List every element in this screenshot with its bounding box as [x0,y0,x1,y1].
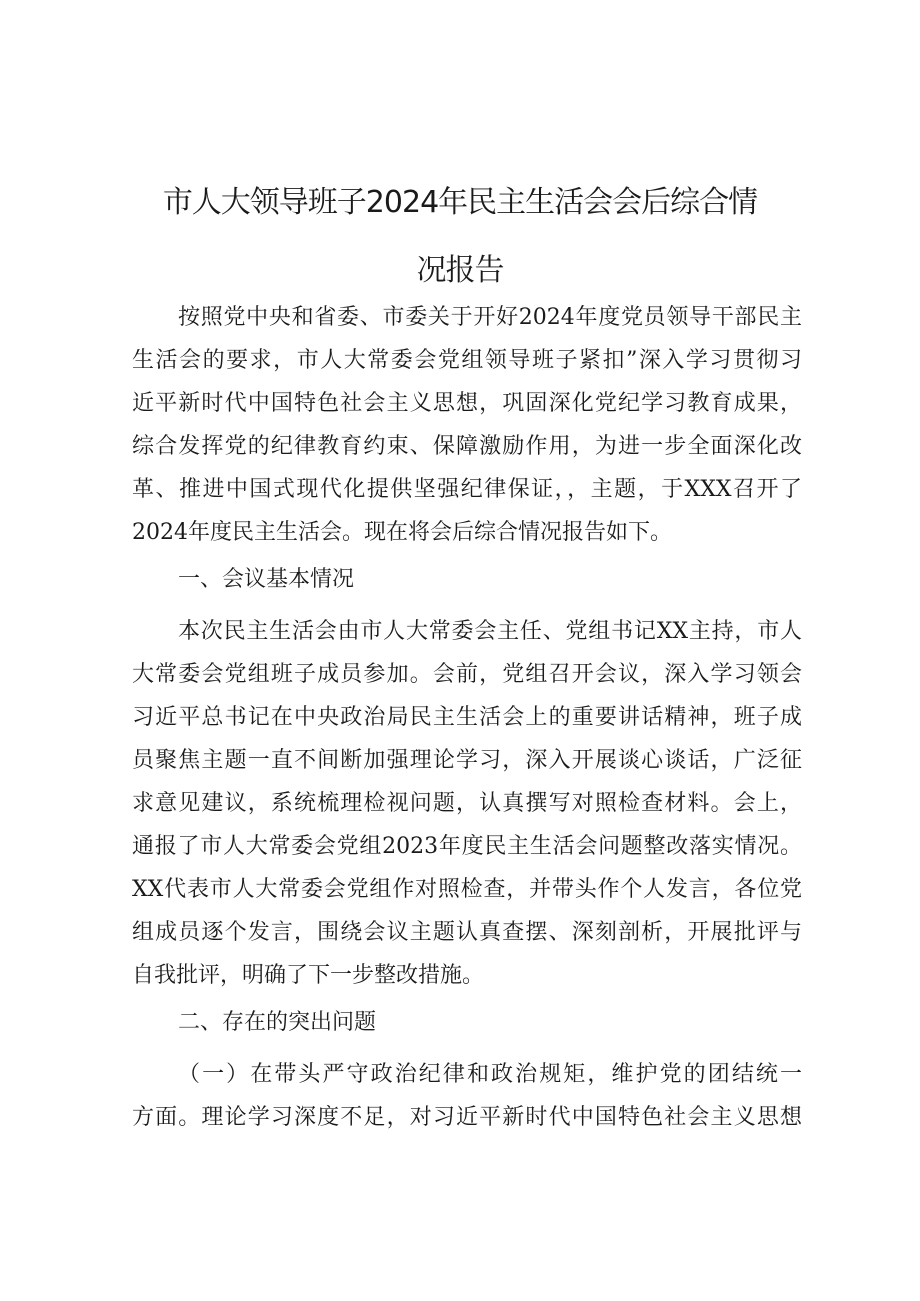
paragraph-line: 综合发挥党的纪律教育约束、保障激励作用，为进一步全面深化改 [132,434,802,459]
paragraph-line: 方面。理论学习深度不足，对习近平新时代中国特色社会主义思想 [132,1105,802,1130]
paragraph-line: 大常委会党组班子成员参加。会前，党组召开会议，深入学习领会 [132,662,802,687]
paragraph-line: 通报了市人大常委会党组2023年度民主生活会问题整改落实情况。 [132,834,802,859]
paragraph-line: 2024年度民主生活会。现在将会后综合情况报告如下。 [132,520,672,545]
section-heading: 一、会议基本情况 [178,567,355,592]
paragraph-line: 习近平总书记在中央政治局民主生活会上的重要讲话精神，班子成 [132,705,802,730]
paragraph-line: 近平新时代中国特色社会主义思想，巩固深化党纪学习教育成果， [132,391,802,416]
paragraph-line: 自我批评，明确了下一步整改措施。 [132,963,485,988]
section-heading: 二、存在的突出问题 [178,1010,377,1035]
document-title-line-1: 市人大领导班子2024年民主生活会会后综合情 [162,185,758,220]
paragraph-line: 按照党中央和省委、市委关于开好2024年度党员领导干部民主 [178,305,802,330]
paragraph-line: 生活会的要求，市人大常委会党组领导班子紧扣”深入学习贯彻习 [132,348,802,373]
paragraph-line: 员聚焦主题一直不间断加强理论学习，深入开展谈心谈话，广泛征 [132,748,802,773]
paragraph-line: （一）在带头严守政治纪律和政治规矩，维护党的团结统一 [178,1062,802,1087]
paragraph-line: 本次民主生活会由市人大常委会主任、党组书记XX主持，市人 [178,619,802,644]
document-title-line-2: 况报告 [416,253,504,288]
paragraph-line: 求意见建议，系统梳理检视问题，认真撰写对照检查材料。会上， [132,791,802,816]
paragraph-line: 革、推进中国式现代化提供坚强纪律保证，，主题，于XXX召开了 [132,477,802,502]
paragraph-line: XX代表市人大常委会党组作对照检查，并带头作个人发言，各位党 [132,877,802,902]
paragraph-line: 组成员逐个发言，围绕会议主题认真查摆、深刻剖析，开展批评与 [132,920,802,945]
